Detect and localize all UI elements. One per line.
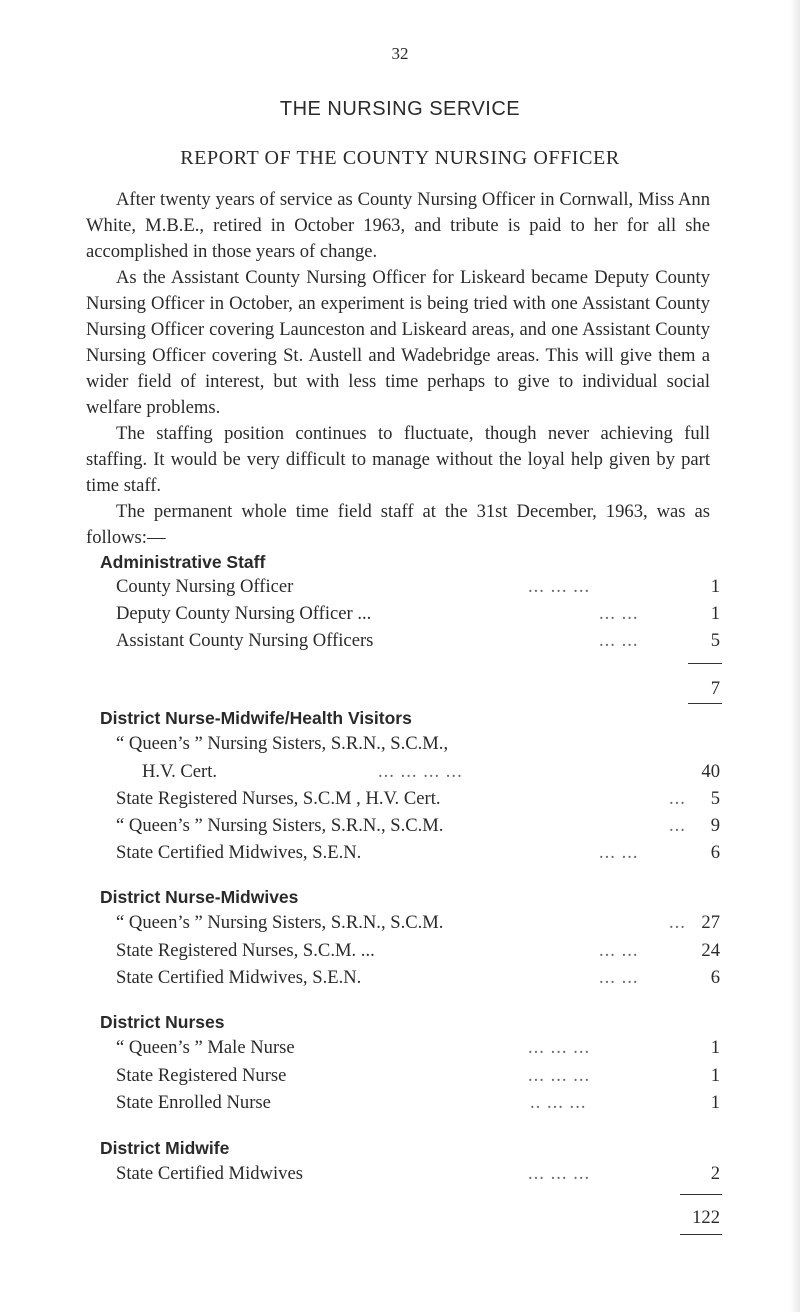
leader-dots: ... ... [599, 967, 639, 988]
table-row [116, 730, 720, 786]
table-row [116, 600, 720, 628]
table-row [116, 909, 720, 937]
subtotal-rule [688, 703, 722, 704]
row-value: 1 [710, 1065, 720, 1086]
row-label: “ Queen’s ” Nursing Sisters, S.R.N., S.C.M. [116, 815, 444, 836]
row-value: 1 [710, 1092, 720, 1113]
row-label: State Enrolled Nurse [116, 1092, 271, 1113]
paragraph-experiment: As the Assistant County Nursing Officer for Liskeard became Deputy County Nursing Officer in October, an experiment is being tried with one Assistant County Nursing Officer covering Launceston and Liskeard areas, and one Assistant County Nursing Officer covering St. Austell and Wadebridge areas. This will give them a wider field of interest, but with less time perhaps to give to individual social welfare problems. [86, 267, 710, 418]
row-value: 6 [710, 967, 720, 988]
section-heading-district-midwife: District Midwife [100, 1138, 230, 1158]
table-row [116, 937, 720, 965]
leader-dots: ... [669, 815, 686, 836]
table-row [116, 812, 720, 840]
leader-dots: ... ... [599, 940, 639, 961]
grand-total: 122 [692, 1207, 720, 1228]
page-title: THE NURSING SERVICE [279, 98, 521, 120]
section-heading-nurse-midwife-health-visitors: District Nurse-Midwife/Health Visitors [100, 708, 412, 728]
row-value: 24 [701, 940, 720, 961]
section-heading-nurse-midwives: District Nurse-Midwives [100, 887, 299, 907]
table-row [116, 964, 720, 992]
leader-dots: ... ... [599, 630, 639, 651]
section-heading-district-nurses: District Nurses [100, 1012, 225, 1032]
row-value: 1 [710, 1037, 720, 1058]
row-value: 27 [701, 912, 720, 933]
leader-dots: ... ... ... [528, 576, 591, 597]
row-value: 1 [710, 576, 720, 597]
table-row [116, 839, 720, 867]
table-row [116, 627, 720, 655]
row-label: State Registered Nurse [116, 1065, 287, 1086]
section-heading-administrative-staff: Administrative Staff [100, 552, 266, 572]
leader-dots: ... ... ... ... [378, 761, 463, 782]
table-row [116, 573, 720, 601]
row-label: County Nursing Officer [116, 576, 294, 597]
subtotal-rule [688, 663, 722, 664]
leader-dots: ... [669, 788, 686, 809]
row-label-continued: H.V. Cert. [142, 761, 218, 782]
paragraph-staffing: The staffing position continues to fluctuate, though never achieving full staffing. It would be very difficult to manage without the loyal help given by part time staff. [86, 423, 710, 496]
row-label: Deputy County Nursing Officer ... [116, 603, 372, 624]
leader-dots: ... [669, 912, 686, 933]
table-row [116, 1160, 720, 1188]
leader-dots: ... ... ... [528, 1037, 591, 1058]
leader-dots: ... ... [599, 842, 639, 863]
row-label: “ Queen’s ” Male Nurse [116, 1037, 295, 1058]
row-label: Assistant County Nursing Officers [116, 630, 374, 651]
table-row [116, 1034, 720, 1062]
row-value: 9 [710, 815, 720, 836]
table-row [116, 1089, 720, 1117]
row-value: 5 [710, 630, 720, 651]
page-edge-shadow [790, 0, 800, 1312]
paragraph-field-staff: The permanent whole time field staff at the 31st December, 1963, was as follows:— [86, 501, 710, 548]
row-label: State Certified Midwives, S.E.N. [116, 967, 362, 988]
row-value: 40 [701, 761, 720, 782]
leader-dots: ... ... [599, 603, 639, 624]
subtotal-value: 7 [710, 678, 720, 699]
total-rule [680, 1234, 722, 1235]
table-row [116, 785, 720, 813]
leader-dots: .. ... ... [530, 1092, 587, 1113]
row-value: 5 [710, 788, 720, 809]
row-value: 2 [710, 1163, 720, 1184]
leader-dots: ... ... ... [528, 1065, 591, 1086]
row-label: State Certified Midwives [116, 1163, 303, 1184]
row-label: “ Queen’s ” Nursing Sisters, S.R.N., S.C.M. [116, 912, 444, 933]
row-value: 6 [710, 842, 720, 863]
row-label: “ Queen’s ” Nursing Sisters, S.R.N., S.C.M., [116, 733, 449, 754]
total-rule [680, 1194, 722, 1195]
paragraph-retirement: After twenty years of service as County Nursing Officer in Cornwall, Miss Ann White, M.B.E., retired in October 1963, and tribute is paid to her for all she accomplished in those years of change. [86, 189, 710, 262]
page-number: 32 [391, 44, 409, 63]
row-value: 1 [710, 603, 720, 624]
report-subtitle: REPORT OF THE COUNTY NURSING OFFICER [180, 147, 620, 169]
row-label: State Registered Nurses, S.C.M , H.V. Cert. [116, 788, 441, 809]
leader-dots: ... ... ... [528, 1163, 591, 1184]
table-row [116, 1062, 720, 1090]
row-label: State Certified Midwives, S.E.N. [116, 842, 362, 863]
row-label: State Registered Nurses, S.C.M. ... [116, 940, 375, 961]
